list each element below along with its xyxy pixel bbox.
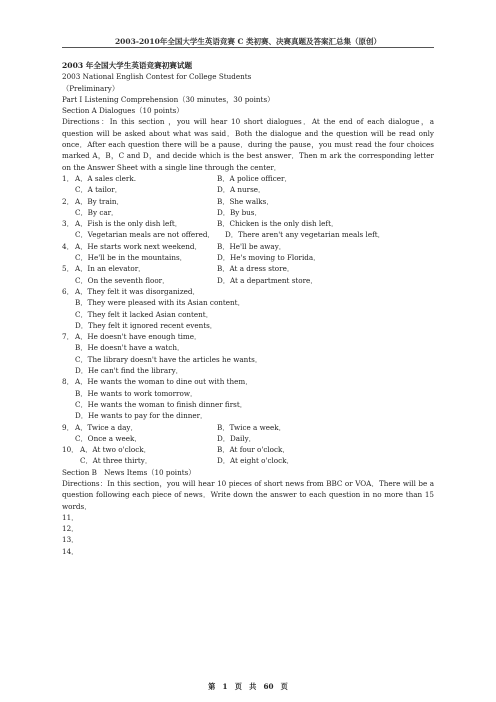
option-d: D．He wants to pay for the dinner． — [75, 411, 208, 421]
document-body — [62, 60, 434, 557]
option-d: D．At eight o'clock． — [217, 456, 294, 466]
option-a: A．He wants the woman to dine out with them． — [75, 377, 253, 387]
question-number: 4． — [62, 241, 74, 251]
question-3-row2 — [62, 229, 434, 240]
option-a: A．By train． — [75, 196, 124, 206]
option-c: C．They felt it lacked Asian content． — [75, 309, 213, 319]
question-number: 8． — [62, 377, 74, 387]
question-number: 6． — [62, 286, 74, 296]
question-number: 9． — [62, 422, 74, 432]
option-c: C．A tailor． — [75, 185, 122, 195]
section-a-heading: Section A Dialogues（10 points） — [62, 106, 184, 116]
option-b: B．Chicken is the only dish left． — [217, 219, 339, 229]
question-4 — [62, 241, 434, 252]
option-c: C．Once a week． — [75, 433, 142, 443]
option-b: B．They were pleased with its Asian content． — [75, 298, 245, 308]
option-a: A．He starts work next weekend． — [75, 241, 202, 251]
question-number: 5． — [62, 264, 74, 274]
question-2-row2 — [62, 207, 434, 218]
option-c: C．The library doesn't have the articles he wants． — [75, 354, 263, 364]
question-2 — [62, 196, 434, 207]
directions-b: Directions：In this section，you will hear 10 pieces of short news from BBC or VOA．There will be a question following each piece of news．Write down the answer to each question in no more than 15 words． — [62, 478, 434, 511]
option-b: B．At four o'clock． — [217, 445, 290, 455]
directions-a: Directions：In this section ，you will hear 10 short dialogues．At the end of each dialogue，a question will be asked about what was said．Both the dialogue and the question will be read only once．After each question there will be a pause．during the pause，you must read the four choices marked A，B，C and D，and decide which is the best answer．Then m ark the corresponding letter on the Answer Sheet with a single line through the center． — [62, 117, 434, 172]
option-b: B．At a dress store． — [217, 264, 295, 274]
option-a: A．They felt it was disorganized． — [75, 286, 200, 296]
option-b: B．He'll be away． — [217, 241, 286, 251]
option-b: B．He doesn't have a watch． — [75, 343, 185, 353]
section-b-heading: Section B News Items（10 points） — [62, 467, 196, 477]
question-number: 10． — [62, 445, 79, 455]
option-a: A．At two o'clock． — [80, 445, 151, 455]
question-10 — [62, 444, 434, 455]
option-d: D．He can't find the library． — [75, 366, 183, 376]
question-1 — [62, 173, 434, 184]
title-cn: 2003 年全国大学生英语竞赛初赛试题 — [62, 61, 193, 70]
question-4-row2 — [62, 252, 434, 263]
question-9-row2 — [62, 433, 434, 444]
option-c: C．Vegetarian meals are not offered． — [75, 230, 215, 240]
page-footer: 第 1 页 共 60 页 — [208, 682, 288, 691]
answer-blank-14: 14． — [62, 546, 79, 556]
answer-blank-12: 12． — [62, 524, 79, 534]
option-b: B．A police officer． — [217, 173, 292, 183]
option-a: A．In an elevator． — [75, 264, 146, 274]
option-a: A．Twice a day． — [75, 422, 138, 432]
option-c: C．By car． — [75, 207, 119, 217]
question-6 — [62, 286, 434, 297]
subtitle: （Preliminary） — [62, 83, 120, 93]
question-7 — [62, 331, 434, 342]
option-a: A．A sales clerk. — [75, 173, 137, 183]
question-number: 7． — [62, 332, 74, 342]
title-en: 2003 National English Contest for College Students — [62, 72, 252, 82]
question-number: 3． — [62, 219, 74, 229]
page-header: 2003-2010年全国大学生英语竞赛 C 类初赛、决赛真题及答案汇总集（原创） — [114, 37, 382, 46]
question-9 — [62, 422, 434, 433]
question-number: 2． — [62, 196, 74, 206]
option-d: D．A nurse． — [217, 185, 266, 195]
question-5 — [62, 263, 434, 274]
part1-heading: Part I Listening Comprehension（30 minutes，30 points） — [62, 94, 275, 104]
option-d: D．He's moving to Florida． — [217, 253, 321, 263]
option-c: C．On the seventh floor． — [75, 275, 170, 285]
option-c: C．He wants the woman to finish dinner first． — [75, 399, 247, 409]
option-d: D．By bus． — [217, 207, 262, 217]
option-b: B．He wants to work tomorrow． — [75, 388, 198, 398]
option-d: D．There aren't any vegetarian meals left． — [225, 230, 385, 240]
question-5-row2 — [62, 275, 434, 286]
header-rule — [62, 47, 434, 48]
option-b: B．She walks． — [217, 196, 274, 206]
question-number: 1． — [62, 173, 74, 183]
option-a: A．Fish is the only dish left． — [75, 219, 182, 229]
option-a: A．He doesn't have enough time． — [75, 332, 202, 342]
option-b: B．Twice a week． — [217, 422, 286, 432]
option-c: C．He'll be in the mountains． — [75, 253, 187, 263]
option-d: D．Daily． — [217, 433, 256, 443]
question-8 — [62, 376, 434, 387]
question-3 — [62, 218, 434, 229]
option-d: D．At a department store． — [217, 275, 318, 285]
answer-blank-11: 11． — [62, 512, 79, 522]
option-c: C．At three thirty． — [80, 456, 153, 466]
option-d: D．They felt it ignored recent events． — [75, 320, 217, 330]
question-10-row2 — [62, 455, 434, 466]
question-1-row2 — [62, 184, 434, 195]
answer-blank-13: 13． — [62, 535, 79, 545]
